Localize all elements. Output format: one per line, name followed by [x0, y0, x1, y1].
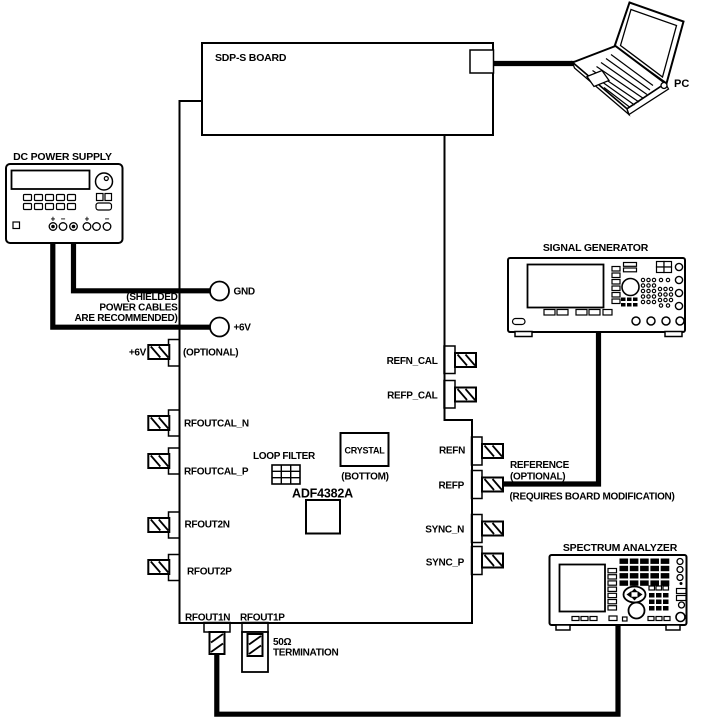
termination-block — [242, 632, 268, 672]
cables — [50, 64, 618, 715]
rfout1n-label: RFOUT1N — [185, 612, 231, 624]
sdp-usb-connector — [470, 50, 494, 73]
pc-label: PC — [674, 78, 690, 90]
psu-minus-mark: − — [60, 214, 66, 224]
rfout2p-label: RFOUT2P — [187, 566, 232, 578]
rfout2n-label: RFOUT2N — [184, 519, 230, 531]
reference-note-line1: REFERENCE — [510, 460, 569, 471]
psu-display — [12, 171, 90, 190]
refn-label: REFN — [438, 445, 465, 457]
v6-label: +6V — [233, 322, 251, 334]
psu-plus-mark: + — [84, 214, 90, 224]
termination-label-line2: TERMINATION — [273, 647, 339, 659]
rfoutcal-n-label: RFOUTCAL_N — [184, 418, 249, 430]
gnd-label: GND — [233, 286, 255, 298]
siggen-knob — [622, 279, 639, 296]
adf4382a-chip — [306, 500, 340, 534]
sync-p-label: SYNC_P — [425, 557, 464, 569]
reference-note-line3: (REQUIRES BOARD MODIFICATION) — [509, 491, 675, 503]
termination-label-line1: 50Ω — [273, 637, 292, 648]
crystal-bottom-note: (BOTTOM) — [341, 471, 389, 483]
psu-knob — [96, 173, 113, 190]
gnd-jack — [210, 282, 229, 301]
crystal-label: CRYSTAL — [344, 445, 385, 456]
v6-jack — [210, 318, 229, 337]
dc-power-supply — [6, 164, 123, 243]
spectrum-analyzer-title: SPECTRUM ANALYZER — [562, 542, 678, 554]
refn-cal-label: REFN_CAL — [386, 356, 438, 367]
psu-minus-mark: − — [104, 214, 110, 224]
sa-foot — [666, 625, 680, 630]
shielded-note-line3: ARE RECOMMENDED) — [74, 313, 178, 324]
siggen-foot — [515, 332, 532, 337]
refp-label: REFP — [438, 480, 464, 492]
sync-n-label: SYNC_N — [425, 524, 464, 536]
refn-cal-stub — [444, 346, 455, 374]
pc-laptop — [573, 3, 684, 115]
v6-optional-label: +6V — [128, 347, 146, 359]
sync-n-stub — [472, 515, 483, 543]
sdp-board-label: SDP-S BOARD — [215, 52, 287, 64]
signal-generator — [508, 258, 685, 337]
sa-foot — [556, 625, 570, 630]
siggen-keypad-block — [657, 262, 672, 273]
siggen-display — [528, 265, 604, 308]
signal-generator-title: SIGNAL GENERATOR — [542, 242, 649, 254]
optional-note: (OPTIONAL) — [183, 347, 239, 359]
rfoutcal-p-label: RFOUTCAL_P — [184, 466, 249, 478]
shielded-note-line2: POWER CABLES — [99, 302, 178, 314]
sa-display — [560, 565, 606, 612]
spectrum-analyzer — [550, 555, 687, 630]
sa-input-knob — [629, 603, 645, 619]
refp-stub — [472, 471, 483, 499]
siggen-foot — [665, 332, 682, 337]
power-supply-title: DC POWER SUPPLY — [13, 151, 112, 163]
reference-note-line2: (OPTIONAL) — [510, 471, 566, 483]
psu-plus-mark: + — [50, 214, 56, 224]
loop-filter-component — [272, 465, 300, 484]
sa-key-column — [608, 569, 617, 611]
rfout1p-label: RFOUT1P — [240, 612, 285, 624]
sa-rf-input — [676, 613, 685, 622]
laptop-hinge — [661, 83, 667, 89]
refp-cal-label: REFP_CAL — [387, 390, 438, 402]
refp-cal-stub — [444, 381, 455, 409]
loop-filter-label: LOOP FILTER — [253, 451, 315, 462]
adf4382a-label: ADF4382A — [292, 486, 353, 501]
refn-stub — [472, 437, 483, 465]
shielded-note-line1: (SHIELDED — [126, 292, 178, 303]
sync-p-stub — [472, 547, 483, 575]
siggen-power-button — [513, 319, 526, 325]
